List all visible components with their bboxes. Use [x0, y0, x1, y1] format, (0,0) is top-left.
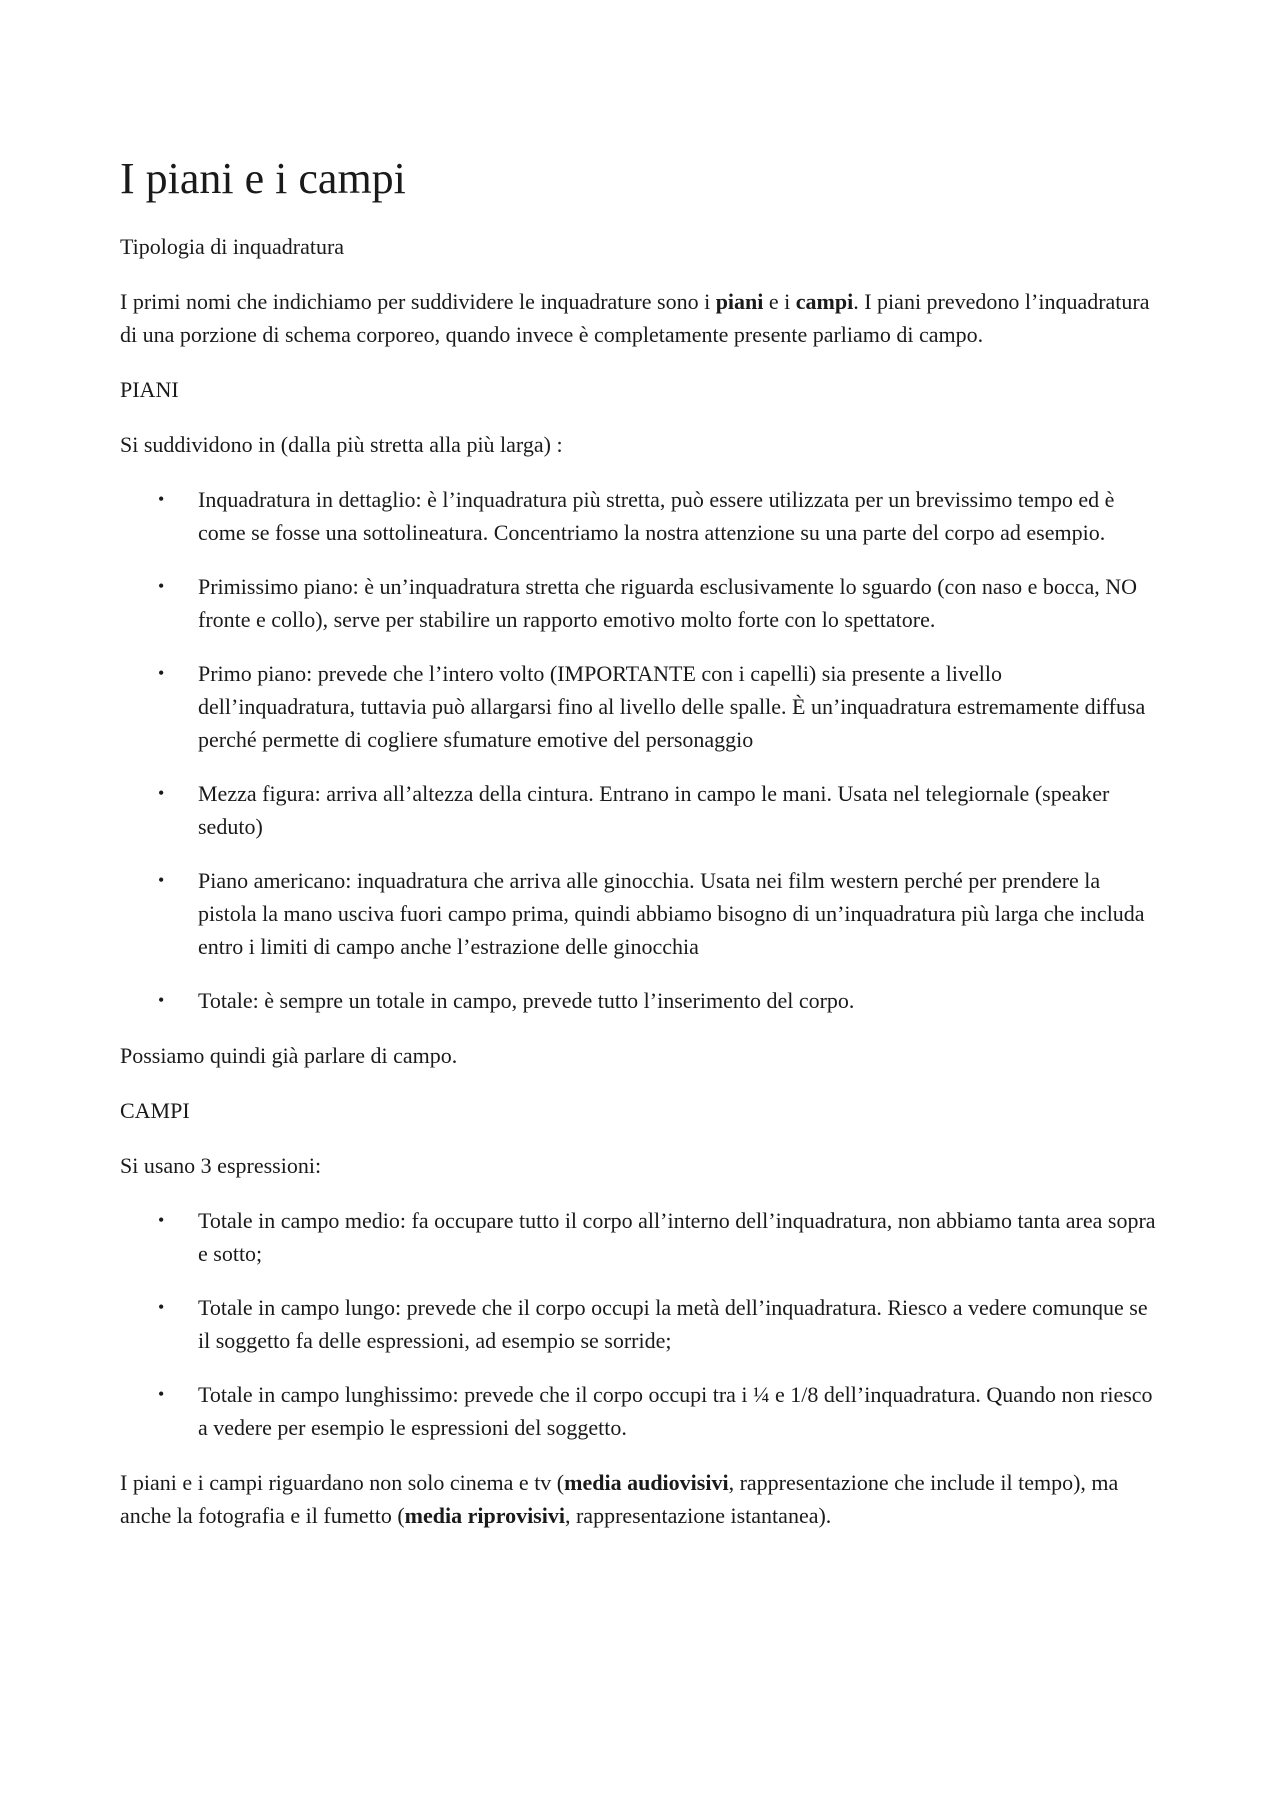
document-subtitle: Tipologia di inquadratura	[120, 234, 345, 259]
intro-text-2: e i	[763, 289, 796, 314]
list-item-text: Mezza figura: arriva all’altezza della cintura. Entrano in campo le mani. Usata nel telegiornale (speaker seduto)	[198, 781, 1110, 839]
bullet-icon: •	[158, 1384, 165, 1404]
section-heading-piani: PIANI	[120, 377, 179, 402]
bullet-icon: •	[158, 1297, 165, 1317]
bullet-icon: •	[158, 576, 165, 596]
conclusion-text-1: I piani e i campi riguardano non solo cinema e tv (	[120, 1470, 565, 1495]
list-item-text: Totale in campo medio: fa occupare tutto il corpo all’interno dell’inquadratura, non abbiamo tanta area sopra e sotto;	[198, 1208, 1156, 1266]
piani-list	[120, 483, 1160, 1017]
list-item	[120, 1291, 1160, 1357]
intro-bold-campi: campi	[795, 289, 854, 314]
bullet-icon: •	[158, 1210, 165, 1230]
intro-text-3: . I piani prevedono l’inquadratura di una porzione di schema corporeo, quando invece è completamente presente parliamo di campo.	[120, 289, 1150, 347]
section-heading-campi: CAMPI	[120, 1098, 190, 1123]
list-item	[120, 777, 1160, 843]
document-page	[120, 150, 1160, 1554]
list-item-text: Inquadratura in dettaglio: è l’inquadratura più stretta, può essere utilizzata per un brevissimo tempo ed è come se fosse una sottolineatura. Concentriamo la nostra attenzione su una parte del corpo ad esempio.	[198, 487, 1115, 545]
list-item-text: Totale in campo lungo: prevede che il corpo occupi la metà dell’inquadratura. Riesco a vedere comunque se il soggetto fa delle espressioni, ad esempio se sorride;	[198, 1295, 1148, 1353]
campi-lead: Si usano 3 espressioni:	[120, 1153, 322, 1178]
list-item-text: Totale: è sempre un totale in campo, prevede tutto l’inserimento del corpo.	[198, 988, 855, 1013]
list-item-text: Primissimo piano: è un’inquadratura stretta che riguarda esclusivamente lo sguardo (con naso e bocca, NO fronte e collo), serve per stabilire un rapporto emotivo molto forte con lo spettatore.	[198, 574, 1137, 632]
list-item-text: Piano americano: inquadratura che arriva alle ginocchia. Usata nei film western perché per prendere la pistola la mano usciva fuori campo prima, quindi abbiamo bisogno di un’inquadratura più larga che includa entro i limiti di campo anche l’estrazione delle ginocchia	[198, 868, 1145, 959]
list-item	[120, 1204, 1160, 1270]
campi-list	[120, 1204, 1160, 1444]
conclusion-text-2: , rappresentazione che include il tempo), ma anche la fotografia e il fumetto (	[120, 1470, 1119, 1528]
piani-closing: Possiamo quindi già parlare di campo.	[120, 1043, 458, 1068]
conclusion-bold-audiovisivi: media audiovisivi	[564, 1470, 729, 1495]
conclusion-text-3: , rappresentazione istantanea).	[564, 1503, 832, 1528]
list-item-text: Totale in campo lunghissimo: prevede che il corpo occupi tra i ¼ e 1/8 dell’inquadratura. Quando non riesco a vedere per esempio le espressioni del soggetto.	[198, 1382, 1153, 1440]
list-item-text: Primo piano: prevede che l’intero volto (IMPORTANTE con i capelli) sia presente a livello dell’inquadratura, tuttavia può allargarsi fino al livello delle spalle. È un’inquadratura estremamente diffusa perché permette di cogliere sfumature emotive del personaggio	[198, 661, 1146, 752]
list-item	[120, 984, 1160, 1017]
list-item	[120, 657, 1160, 756]
piani-lead: Si suddividono in (dalla più stretta alla più larga) :	[120, 432, 563, 457]
list-item	[120, 864, 1160, 963]
document-title: I piani e i campi	[120, 154, 406, 203]
bullet-icon: •	[158, 489, 165, 509]
bullet-icon: •	[158, 783, 165, 803]
intro-paragraph	[120, 285, 1160, 351]
bullet-icon: •	[158, 990, 165, 1010]
intro-text-1: I primi nomi che indichiamo per suddividere le inquadrature sono i	[120, 289, 716, 314]
list-item	[120, 483, 1160, 549]
list-item	[120, 570, 1160, 636]
list-item	[120, 1378, 1160, 1444]
intro-bold-piani: piani	[715, 289, 764, 314]
bullet-icon: •	[158, 663, 165, 683]
conclusion-bold-riprovisivi: media riprovisivi	[404, 1503, 565, 1528]
bullet-icon: •	[158, 870, 165, 890]
conclusion-paragraph	[120, 1466, 1160, 1532]
